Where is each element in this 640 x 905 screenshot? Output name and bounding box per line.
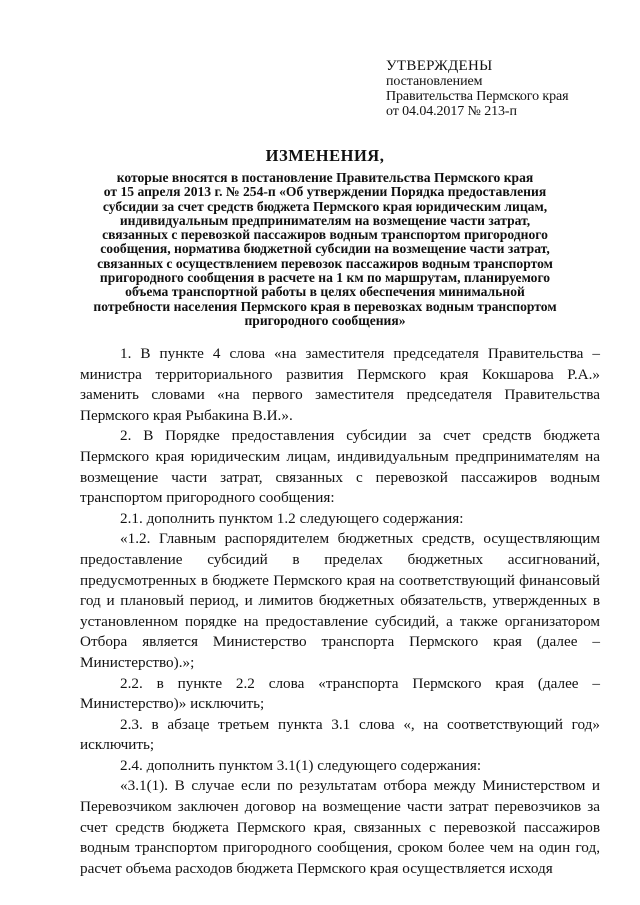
approval-line: постановлением <box>386 74 483 89</box>
paragraph: 2.4. дополнить пунктом 3.1(1) следующего содержания: <box>120 756 482 774</box>
paragraph: 2. В Порядке предоставления субсидии за счет средств бюджета Пермского края юридическим лицам, индивидуальным предпринимателям на возмещение части затрат, связанных с перевозкой пассажиров водным транспортом пригородного сообщения: <box>80 427 600 507</box>
paragraph: 2.3. в абзаце третьем пункта 3.1 слова «, на соответствующий год» исключить; <box>80 715 600 754</box>
subtitle-line: которые вносятся в постановление Правительства Пермского края <box>116 170 534 185</box>
subtitle-line: пригородного сообщения» <box>244 312 406 328</box>
subtitle-line: пригородного сообщения в расчете на 1 км по маршрутам, планируемого <box>99 270 551 286</box>
document-title <box>60 146 590 328</box>
paragraph: 2.1. дополнить пунктом 1.2 следующего содержания: <box>120 509 464 527</box>
approval-stamp <box>386 58 568 119</box>
subtitle-line: индивидуальным предпринимателям на возмещение части затрат, <box>119 212 531 228</box>
subtitle-line: связанных с перевозкой пассажиров водным транспортом пригородного <box>102 227 548 243</box>
subtitle-line: субсидии за счет средств бюджета Пермского края юридическим лицам, <box>102 198 548 214</box>
approval-heading: УТВЕРЖДЕНЫ <box>386 58 493 74</box>
subtitle-line: объема транспортной работы в целях обеспечения минимальной <box>125 284 525 300</box>
paragraph: «1.2. Главным распорядителем бюджетных средств, осуществляющим предоставление субсидий в пределах бюджетных ассигнований, предусмотренных в бюджете Пермского края на соответствующий финансовый год и плановый период, и лимитов бюджетных обязательств, утвержденных в установленном порядке на предоставление субсидий, а также организатором Отбора является Министерство транспорта Пермского края (далее – Министерство).»; <box>80 530 600 671</box>
approval-line: от 04.04.2017 № 213-п <box>386 104 517 119</box>
subtitle-line: сообщения, норматива бюджетной субсидии на возмещение части затрат, <box>100 241 550 257</box>
title-main: ИЗМЕНЕНИЯ, <box>265 146 385 165</box>
paragraph: 2.2. в пункте 2.2 слова «транспорта Пермского края (далее – Министерство)» исключить; <box>80 674 600 713</box>
paragraph: «3.1(1). В случае если по результатам отбора между Министерством и Перевозчиком заключен договор на возмещение части затрат перевозчиков за счет средств бюджета Пермского края, связанных с перевозкой пассажиров водным транспортом пригородного сообщения, сроком более чем на один год, расчет объема расходов бюджета Пермского края осуществляется исходя <box>80 777 600 877</box>
subtitle-line: от 15 апреля 2013 г. № 254-п «Об утверждении Порядка предоставления <box>103 184 547 200</box>
paragraph: 1. В пункте 4 слова «на заместителя председателя Правительства – министра территориального развития Пермского края Кокшарова Р.А.» заменить словами «на первого заместителя председателя Правительства Пермского края Рыбакина В.И.». <box>80 345 600 424</box>
subtitle-line: потребности населения Пермского края в перевозках водным транспортом <box>93 298 557 314</box>
document-body <box>80 344 600 879</box>
subtitle-line: связанных с осуществлением перевозок пассажиров водным транспортом <box>97 255 553 271</box>
approval-line: Правительства Пермского края <box>386 89 569 104</box>
title-subtitle <box>60 171 590 328</box>
